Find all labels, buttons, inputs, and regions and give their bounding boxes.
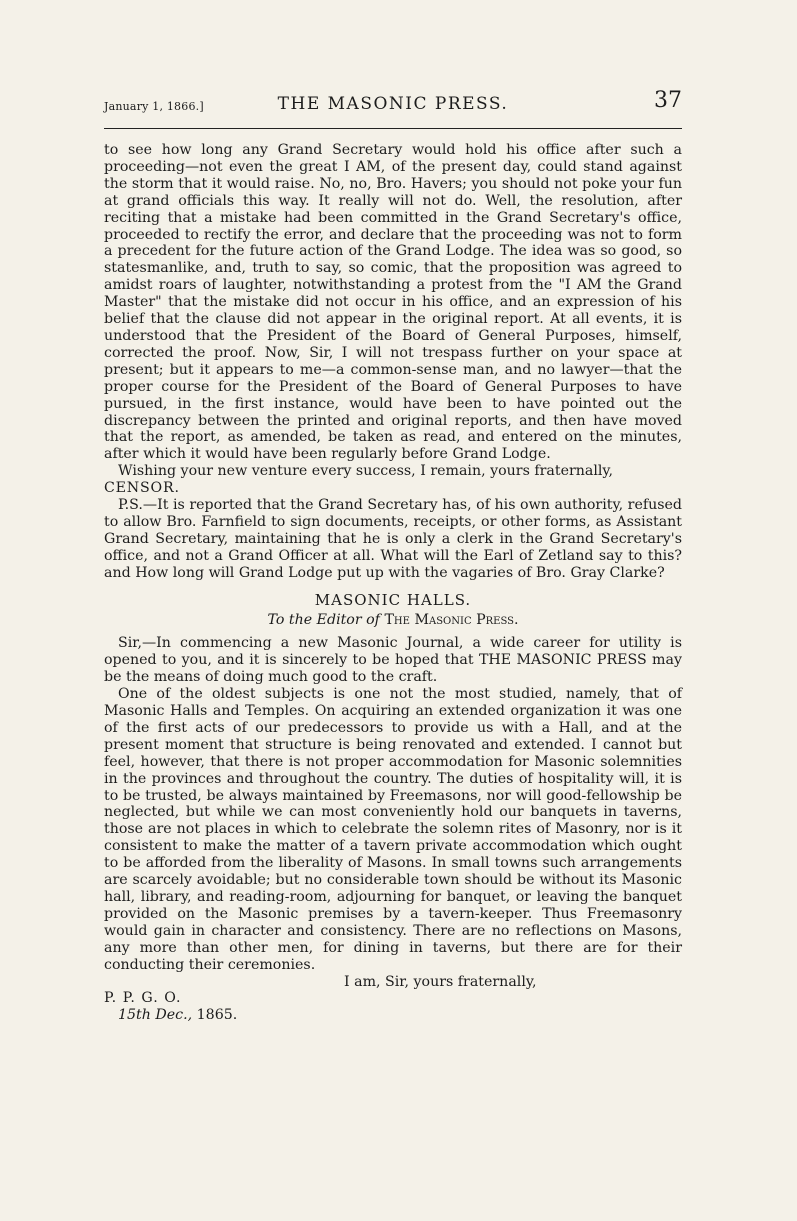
page-number: 37 <box>654 88 682 113</box>
letter1-closing: Wishing your new venture every success, I remain, yours fraternally, <box>118 463 614 480</box>
header-rule <box>104 128 682 129</box>
letter1-signature: CENSOR. <box>104 480 180 497</box>
address-prefix: To the Editor of <box>267 612 380 629</box>
date-day: 15th Dec., <box>118 1007 193 1024</box>
letter2-date <box>104 1007 682 1024</box>
header-date: January 1, 1866.] <box>104 100 204 113</box>
letter1-paragraph: to see how long any Grand Secretary would hold his office after such a proceeding—not even the great I AM, of the present day, could stand against the storm that it would raise. No, no, Bro. Havers; you should not poke your fun at grand officials this way. It really will not do. Well, the resolution, after reciting that a mistake had been committed in the Grand Secretary's office, proceeded to rectify the error, and declare that the proceeding was not to form a precedent for the future action of the Grand Lodge. The idea was so good, so statesmanlike, and, truth to say, so comic, that the proposition was agreed to amidst roars of laughter, notwithstanding a protest from the "I AM the Grand Master" that the mistake did not occur in his office, and an expression of his belief that the clause did not appear in the original report. At all events, it is understood that the President of the Board of General Purposes, himself, corrected the proof. Now, Sir, I will not trespass further on your space at present; but it appears to me—a common-sense man, and no lawyer—that the proper course for the President of the Board of General Purposes to have pursued, in the first instance, would have been to have pointed out the discrepancy between the printed and original reports, and then have moved that the report, as amended, be taken as read, and entered on the minutes, after which it would have been regularly before Grand Lodge. <box>104 142 682 463</box>
header-title: THE MASONIC PRESS. <box>277 94 509 114</box>
date-year: 1865. <box>196 1007 238 1024</box>
editor-address <box>104 612 682 629</box>
letter1-postscript: P.S.—It is reported that the Grand Secretary has, of his own authority, refused to allow Bro. Farnfield to sign documents, receipts, or other forms, as Assistant Grand Secretary, maintaining that he is only a clerk in the Grand Secretary's office, and not a Grand Officer at all. What will the Earl of Zetland say to this? and How long will Grand Lodge put up with the vagaries of Bro. Gray Clarke? <box>104 497 682 581</box>
letter2-signature: P. P. G. O. <box>104 990 182 1007</box>
article-body <box>104 142 682 1024</box>
section-heading: MASONIC HALLS. <box>314 590 472 609</box>
letter2-paragraph-2: One of the oldest subjects is one not the most studied, namely, that of Masonic Halls and Temples. On acquiring an extended organization it was one of the first acts of our predecessors to provide us with a Hall, and at the present moment that structure is being renovated and extended. I cannot but feel, however, that there is not proper accommodation for Masonic solemnities in the provinces and throughout the country. The duties of hospitality will, it is to be trusted, be always maintained by Freemasons, nor will good-fellowship be neglected, but while we can most conveniently hold our banquets in taverns, those are not places in which to celebrate the solemn rites of Masonry, nor is it consistent to make the matter of a tavern private accommodation which ought to be afforded from the liberality of Masons. In small towns such arrangements are scarcely avoidable; but no considerable town should be without its Masonic hall, library, and reading-room, adjourning for banquet, or leaving the banquet provided on the Masonic premises by a tavern-keeper. Thus Freemasonry would gain in character and consistency. There are no reflections on Masons, any more than other men, for dining in taverns, but there are for their conducting their ceremonies. <box>104 686 682 973</box>
letter2-closing: I am, Sir, yours fraternally, <box>344 973 537 990</box>
page-header <box>104 86 682 120</box>
address-publication: The Masonic Press. <box>384 612 519 629</box>
letter2-paragraph-1: Sir,—In commencing a new Masonic Journal, a wide career for utility is opened to you, and it is sincerely to be hoped that THE MASONIC PRESS may be the means of doing much good to the craft. <box>104 635 682 686</box>
